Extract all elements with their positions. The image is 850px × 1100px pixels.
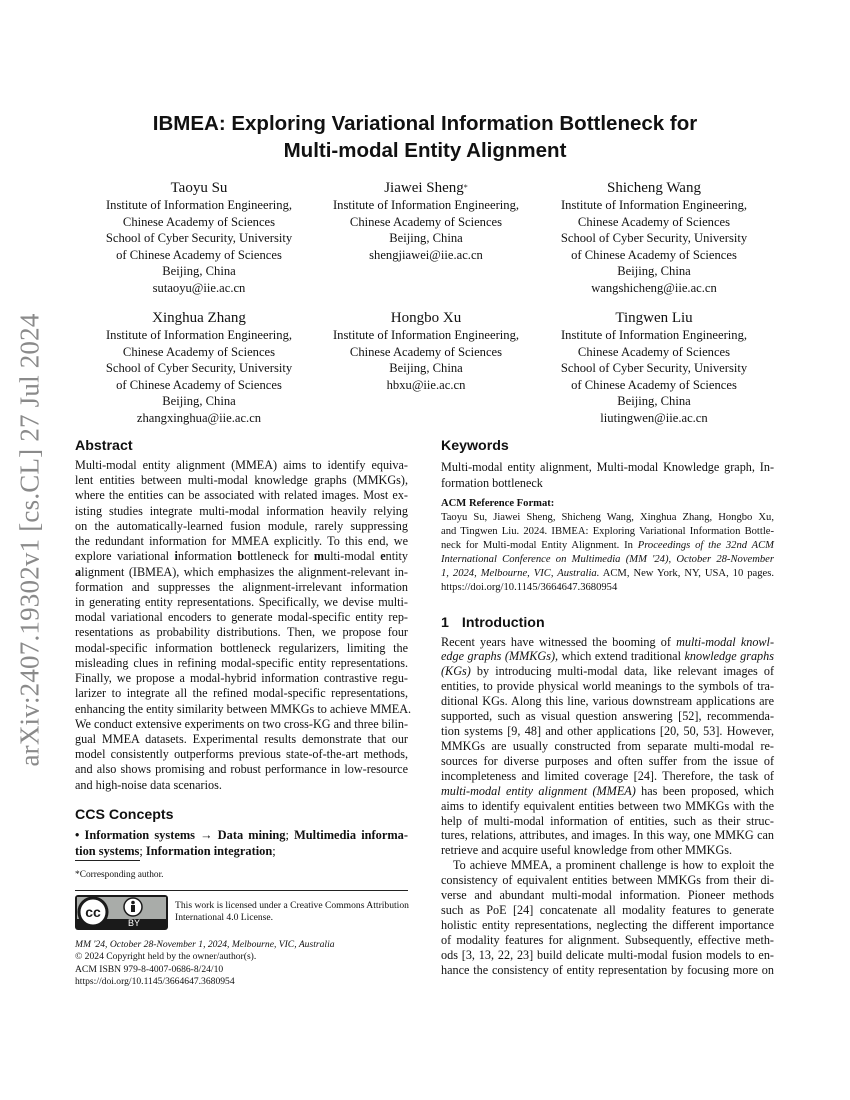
doi-link[interactable]: https://doi.org/10.1145/3664647.3680954 [75, 976, 235, 988]
author-block [539, 179, 769, 296]
author-name [84, 179, 314, 197]
text-line [75, 565, 408, 580]
author-affiliation: School of Cyber Security, University [560, 231, 748, 245]
text-span: ottleneck for [244, 549, 314, 564]
author-affiliation: Chinese Academy of Sciences [577, 344, 731, 359]
text-span: Multi-modal entity alignment, Multi-modal Knowledge graph, In- [441, 460, 774, 474]
ccs-heading: CCS Concepts [75, 807, 174, 823]
text-line [441, 769, 774, 784]
text-line [75, 625, 408, 640]
bold-text: • Information systems → Data mining [75, 828, 286, 842]
text-line [75, 641, 408, 656]
text-line [441, 739, 774, 754]
text-span: Multi-modal entity alignment (MMEA) aims to identify equiva- [75, 458, 408, 472]
text-span: modal variational encoders to generate modal-specific entity rep- [75, 610, 408, 625]
text-span: retrieve and acquire useful knowledge from other MMKGs. [441, 843, 733, 858]
footnote: *Corresponding author. [75, 870, 164, 880]
text-line [75, 686, 408, 701]
author-block [84, 309, 314, 426]
text-span: model consistently outperforms previous state-of-the-art methods, [75, 747, 408, 762]
author-affiliation: School of Cyber Security, University [105, 231, 293, 245]
license-line: This work is licensed under a Creative Commons Attribution [175, 900, 409, 911]
text-span: ; [285, 828, 295, 842]
paragraph [441, 635, 774, 859]
text-line [75, 762, 408, 777]
text-span: holistic entity representations, neglecting the different importance [441, 918, 774, 933]
author-affiliation: Institute of Information Engineering, [560, 328, 748, 342]
author-affiliation: Beijing, China [162, 264, 236, 278]
italic-text: Proceedings of the 32nd ACM [637, 540, 774, 551]
text-span: by introducing multi-modal data, like relevant images of [470, 664, 774, 679]
text-line [441, 873, 774, 888]
cc-by-badge [75, 895, 168, 930]
text-line [75, 717, 408, 732]
text-span: larizer to integrate all the refined modal-specific representations, [75, 686, 408, 701]
keywords-body [441, 459, 774, 491]
text-line [75, 473, 408, 488]
author-affiliation: Chinese Academy of Sciences [577, 214, 731, 229]
text-line [75, 458, 408, 473]
text-span: We conduct extensive experiments on two cross-KG and three bilin- [75, 716, 409, 731]
author-affiliation: Beijing, China [389, 231, 463, 245]
text-span: where the entities can be associated with related images. Most ex- [75, 488, 408, 503]
author-name-text: Hongbo Xu [390, 310, 462, 326]
introduction-body [441, 635, 774, 978]
text-span: modal-specific information bottleneck regularizers, limiting the [75, 640, 408, 655]
italic-text: 1, 2024, Melbourne, VIC, Australia. [441, 568, 600, 579]
corresponding-mark: * [463, 183, 468, 192]
author-name-text: Shicheng Wang [607, 180, 701, 196]
author-email[interactable]: shengjiawei@iie.ac.cn [369, 247, 483, 262]
text-span: tures, relations, attributes, and images. In this way, one MMKG can [441, 828, 774, 843]
section-number: 1 [441, 615, 449, 631]
text-line [441, 814, 774, 829]
text-span: Finally, we propose a modal-hybrid information contrastive regu- [75, 671, 408, 686]
text-span: nformation [177, 549, 238, 564]
text-line [75, 671, 408, 686]
text-line [441, 948, 774, 963]
text-span: MMKGs are usually constructed from separate multi-modal re- [441, 738, 774, 753]
text-span: hance the consistency of entity representation by focusing more on [441, 962, 774, 977]
text-line [441, 709, 774, 724]
text-line [441, 903, 774, 918]
text-span: explore variational [75, 549, 175, 564]
text-span: incompleteness and limited coverage [24]. Therefore, the task of [441, 768, 774, 783]
italic-text: multi-modal entity alignment (MMEA) [441, 783, 636, 798]
author-affiliation: Chinese Academy of Sciences [349, 344, 503, 359]
text-span: Recent years have witnessed the booming of [441, 634, 677, 649]
text-line [441, 933, 774, 948]
text-span: gual MMEA datasets. Experimental results demonstrate that our [75, 731, 408, 746]
text-line [75, 488, 408, 503]
author-name-text: Tingwen Liu [615, 310, 693, 326]
text-span: ulti-modal [324, 549, 381, 564]
footnote-rule [75, 860, 140, 861]
text-span: formation bottleneck [441, 476, 543, 490]
abstract-body [75, 458, 412, 793]
text-span: ACM, New York, NY, USA, 10 pages. [599, 568, 774, 579]
section-title: Introduction [461, 615, 545, 631]
author-affiliation: Chinese Academy of Sciences [122, 214, 276, 229]
author-affiliation: School of Cyber Security, University [560, 361, 748, 375]
text-span: ; [139, 844, 146, 858]
author-email[interactable]: wangshicheng@iie.ac.cn [591, 280, 717, 295]
text-line [441, 784, 774, 799]
author-affiliation: School of Cyber Security, University [105, 361, 293, 375]
text-span: and Tingwen Liu. 2024. IBMEA: Exploring Variational Information Bottle- [441, 526, 774, 537]
author-email[interactable]: liutingwen@iie.ac.cn [600, 410, 708, 425]
text-span: isting studies integrate multi-modal information heavily relying [75, 503, 408, 518]
acm-reference-body [441, 511, 774, 595]
author-affiliation: of Chinese Academy of Sciences [571, 247, 737, 262]
author-name-text: Xinghua Zhang [152, 310, 246, 326]
author-affiliation: Institute of Information Engineering, [332, 198, 520, 212]
text-span: neck for Multi-modal Entity Alignment. In [441, 540, 638, 551]
text-line [441, 649, 774, 664]
text-line [441, 918, 774, 933]
text-span: ditional KGs. Along this line, various downstream applications are [441, 694, 774, 709]
text-span: sources for diverse purposes and often suffer from the issue of [441, 753, 774, 768]
author-name [539, 179, 769, 197]
bold-text: m [313, 549, 325, 564]
text-line [441, 679, 774, 694]
author-name [311, 179, 541, 197]
text-span: ntity [385, 549, 408, 564]
text-span: help of multi-modal information of entities, such as their struc- [441, 813, 774, 828]
paragraph [441, 858, 774, 977]
paper-title [60, 110, 790, 164]
text-line [75, 534, 408, 549]
text-line [441, 567, 774, 581]
author-affiliation: Institute of Information Engineering, [105, 328, 293, 342]
italic-text: (KGs) [441, 664, 471, 679]
title-line: Multi-modal Entity Alignment [283, 139, 567, 162]
text-line [441, 828, 774, 843]
text-span: supported, such as visual question answering [52], recommenda- [441, 709, 774, 724]
text-span: verse and abundant multi-modal information. Pioneer methods [441, 888, 774, 903]
text-span: ods [3, 13, 22, 23] build delicate multi-modal fusion models to en- [441, 947, 774, 962]
text-span: enhancing the entity similarity between MMKGs to achieve MMEA. [75, 701, 412, 716]
text-line [75, 732, 408, 747]
text-span: misleading clues in refining modal-specific entity representations. [75, 655, 408, 670]
text-span: and high-noise data scenarios. [75, 777, 222, 792]
introduction-heading [441, 614, 545, 632]
text-span: entities, to provide physical world meanings to the symbols of tra- [441, 679, 774, 694]
author-block [84, 179, 314, 296]
text-span: resentations as probability distributions. Then, we propose four [75, 625, 408, 640]
author-affiliation: of Chinese Academy of Sciences [116, 377, 282, 392]
text-span: on the automatically-learned fusion module, rarely suppressing [75, 518, 408, 533]
license-rule [75, 890, 408, 891]
text-line [75, 549, 408, 564]
text-span: ; [272, 844, 276, 858]
italic-text: edge graphs (MMKGs), [441, 649, 559, 664]
text-line [75, 610, 408, 625]
bold-text: Information integration [145, 844, 273, 858]
text-line [441, 459, 774, 475]
author-name-text: Taoyu Su [170, 180, 228, 196]
license-text [175, 900, 409, 925]
text-line [441, 799, 774, 814]
text-line [75, 747, 408, 762]
author-name [84, 309, 314, 327]
author-name [539, 309, 769, 327]
text-line [441, 475, 774, 491]
venue-line: MM '24, October 28-November 1, 2024, Melbourne, VIC, Australia [75, 939, 335, 950]
author-name-text: Jiawei Sheng [384, 180, 464, 196]
text-span: of modality features for alignment. Subsequently, effective meth- [441, 932, 774, 947]
text-span: such as PoE [24] concatenate all modality features to generate [441, 903, 774, 918]
text-line [75, 595, 408, 610]
author-affiliation: Beijing, China [162, 394, 236, 408]
author-affiliation: Chinese Academy of Sciences [122, 344, 276, 359]
author-affiliation: Beijing, China [617, 394, 691, 408]
text-line [441, 724, 774, 739]
author-affiliation: Institute of Information Engineering, [105, 198, 293, 212]
title-line: IBMEA: Exploring Variational Information Bottleneck for [152, 112, 698, 135]
text-span: the redundant information for MMEA explicitly. To this end, we [75, 534, 408, 549]
acm-reference-heading: ACM Reference Format: [441, 498, 555, 509]
text-span: Taoyu Su, Jiawei Sheng, Shicheng Wang, Xinghua Zhang, Hongbo Xu, [441, 512, 774, 523]
text-span: and also shows promising and robust performance in low-resource [75, 762, 408, 777]
keywords-heading: Keywords [441, 438, 509, 454]
text-line [441, 843, 774, 858]
author-affiliation: Beijing, China [617, 264, 691, 278]
text-span: lignment (IBMEA), which emphasizes the alignment-relevant in- [81, 564, 408, 579]
text-span: formation and suppresses the alignment-irrelevant information [75, 579, 408, 594]
isbn-line: ACM ISBN 979-8-4007-0686-8/24/10 [75, 963, 224, 975]
author-affiliation: Institute of Information Engineering, [332, 328, 520, 342]
text-line [441, 525, 774, 539]
text-line [441, 635, 774, 650]
author-block [311, 309, 541, 393]
text-line [441, 553, 774, 567]
text-line [75, 656, 408, 671]
text-line [75, 519, 408, 534]
bold-text: a [75, 564, 82, 579]
text-line [441, 664, 774, 679]
cc-by-label: BY [127, 918, 140, 928]
text-line [441, 581, 774, 595]
italic-text: knowledge graphs [684, 649, 774, 664]
italic-text: International Conference on Multimedia (MM '24), October 28-November [441, 554, 774, 565]
author-email[interactable]: hbxu@iie.ac.cn [386, 377, 466, 392]
bold-text: tion systems [75, 844, 140, 858]
bold-text: i [174, 549, 178, 564]
ccs-body [75, 827, 408, 859]
author-email[interactable]: sutaoyu@iie.ac.cn [152, 280, 246, 295]
author-affiliation: Chinese Academy of Sciences [349, 214, 503, 229]
text-line [441, 539, 774, 553]
author-affiliation: Beijing, China [389, 361, 463, 375]
text-line [75, 827, 408, 843]
author-block [539, 309, 769, 426]
copyright-line: © 2024 Copyright held by the owner/author(s). [75, 951, 257, 963]
text-line [441, 888, 774, 903]
text-span: lent entities between multi-modal knowledge graphs (MMKGs), [75, 473, 408, 488]
bold-text: b [237, 549, 245, 564]
text-line [75, 504, 408, 519]
text-line [75, 580, 408, 595]
text-span: tion systems [9, 48] and other applications [20, 50, 53]. However, [441, 724, 774, 739]
author-affiliation: of Chinese Academy of Sciences [571, 377, 737, 392]
venue-info [75, 939, 335, 989]
author-email[interactable]: zhangxinghua@iie.ac.cn [136, 410, 262, 425]
italic-text: multi-modal knowl- [676, 634, 774, 649]
text-line [75, 701, 412, 717]
bold-text: e [380, 549, 386, 564]
text-line [441, 963, 774, 978]
text-span: in generating entity representations. Specifically, we devise multi- [75, 594, 408, 609]
text-line [441, 694, 774, 709]
text-line [75, 778, 408, 793]
author-affiliation: of Chinese Academy of Sciences [116, 247, 282, 262]
text-line [75, 843, 408, 859]
text-line [441, 754, 774, 769]
svg-text:cc: cc [85, 904, 101, 920]
author-block [311, 179, 541, 263]
text-line [441, 858, 774, 873]
author-name [311, 309, 541, 327]
text-span: consistency of equivalent entities between MMKGs from their di- [441, 873, 774, 888]
license-line: International 4.0 License. [175, 912, 274, 924]
text-line [441, 511, 774, 525]
bold-text: Multimedia informa- [294, 828, 408, 842]
text-span: To achieve MMEA, a prominent challenge is how to exploit the [453, 858, 774, 873]
text-span: https://doi.org/10.1145/3664647.3680954 [441, 582, 618, 593]
text-span: which extend traditional [558, 649, 685, 664]
author-affiliation: Institute of Information Engineering, [560, 198, 748, 212]
abstract-heading: Abstract [75, 438, 133, 454]
text-span: aims to identify equivalent entities between two MMKGs with the [441, 798, 774, 813]
arxiv-stamp: arXiv:2407.19302v1 [cs.CL] 27 Jul 2024 [14, 313, 45, 767]
text-span: has been proposed, which [635, 783, 774, 798]
